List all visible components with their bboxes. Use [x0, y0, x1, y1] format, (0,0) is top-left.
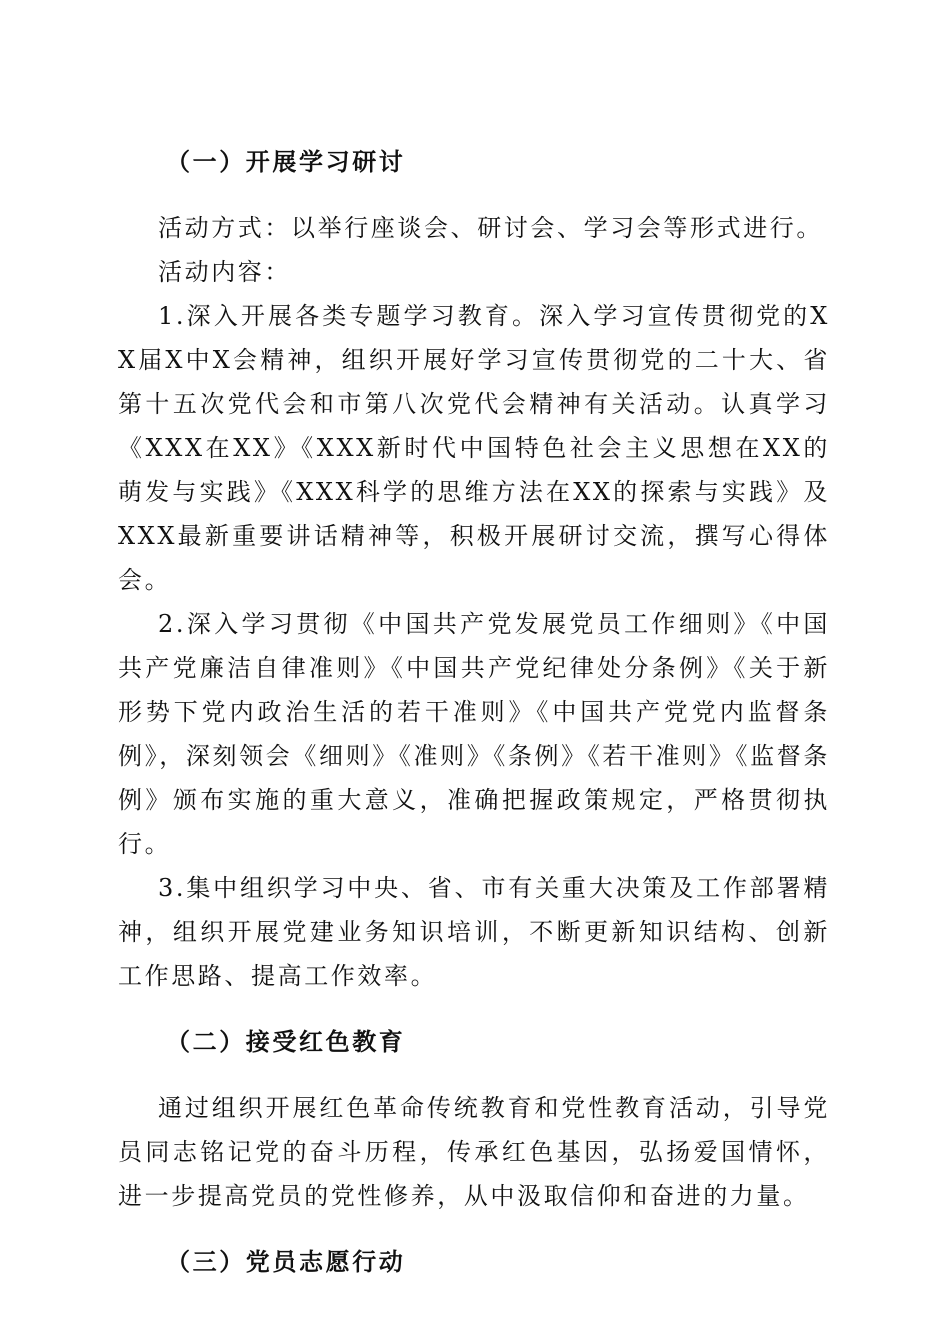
activity-content-label: 活动内容： [158, 258, 291, 286]
document-body [118, 140, 830, 1306]
study-item-2: 2.深入学习贯彻《中国共产党发展党员工作细则》《中国共产党廉洁自律准则》《中国共产党纪律处分条例》《关于新形势下党内政治生活的若干准则》《中国共产党党内监督条例》，深刻领会《细则》《准则》《条例》《若干准则》《监督条例》颁布实施的重大意义，准确把握政策规定，严格贯彻执行。 [118, 610, 830, 858]
red-education-paragraph: 通过组织开展红色革命传统教育和党性教育活动，引导党员同志铭记党的奋斗历程，传承红色基因，弘扬爱国情怀，进一步提高党员的党性修养，从中汲取信仰和奋进的力量。 [118, 1094, 830, 1210]
section-heading-study-discussion: （一）开展学习研讨 [166, 147, 406, 176]
activity-method-paragraph: 活动方式：以举行座谈会、研讨会、学习会等形式进行。 [158, 214, 823, 242]
study-item-3: 3.集中组织学习中央、省、市有关重大决策及工作部署精神，组织开展党建业务知识培训，不断更新知识结构、创新工作思路、提高工作效率。 [118, 874, 830, 990]
section-heading-red-education: （二）接受红色教育 [166, 1027, 406, 1056]
study-item-1: 1.深入开展各类专题学习教育。深入学习宣传贯彻党的XX届X中X会精神，组织开展好学习宣传贯彻党的二十大、省第十五次党代会和市第八次党代会精神有关活动。认真学习《XXX在XX》《XXX新时代中国特色社会主义思想在XX的萌发与实践》《XXX科学的思维方法在XX的探索与实践》及XXX最新重要讲话精神等，积极开展研讨交流，撰写心得体会。 [118, 302, 830, 594]
section-heading-volunteer-action: （三）党员志愿行动 [166, 1247, 406, 1276]
